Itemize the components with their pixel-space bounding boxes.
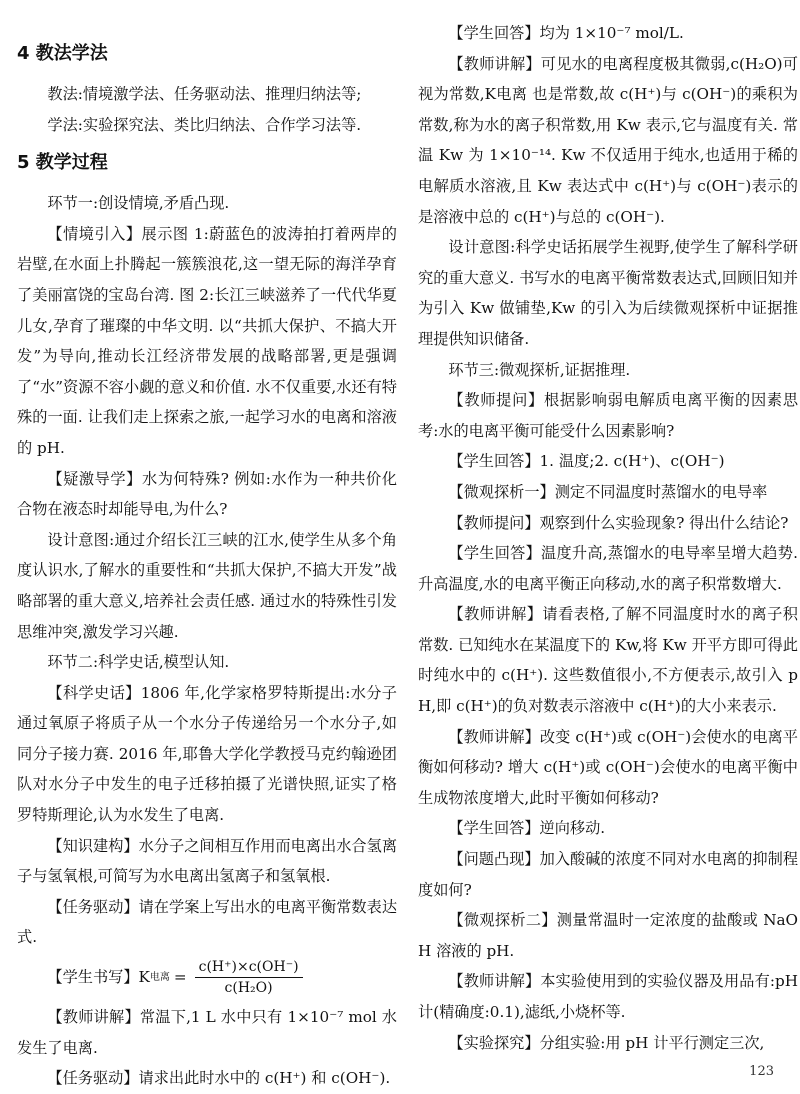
task-drive-paragraph-1: 【任务驱动】请在学案上写出水的电离平衡常数表达式. [17,897,397,947]
right-column [418,0,798,1058]
learning-method-paragraph: 学法:实验探究法、类比归纳法、合作学习法等. [47,115,362,134]
teaching-method-paragraph: 教法:情境激学法、任务驱动法、推理归纳法等; [47,85,362,103]
teacher-explain-paragraph-1: 【教师讲解】常温下,1 L 水中只有 1×10⁻⁷ mol 水发生了电离. [17,1008,397,1057]
formula-denominator: c(H₂O) [224,980,273,997]
task-drive-paragraph-2: 【任务驱动】请求出此时水中的 c(H⁺) 和 c(OH⁻). [47,1069,391,1088]
student-answer-paragraph-1: 【学生回答】均为 1×10⁻⁷ mol/L. [448,24,684,42]
formula-prefix: 【学生书写】K [47,968,150,987]
ionization-constant-formula [17,957,397,998]
stage-one-paragraph: 环节一:创设情境,矛盾凸现. [47,194,230,213]
design-intent-paragraph-2: 设计意图:科学史话拓展学生视野,使学生了解科学研究的重大意义. 书写水的电离平衡常数表达式,回顾旧知并为引入 Kw 做铺垫,Kw 的引入为后续微观探析中证据推理提供知识储备. [418,238,798,348]
section-5-title: 5 教学过程 [17,152,108,174]
science-history-paragraph: 【科学史话】1806 年,化学家格罗特斯提出:水分子通过氧原子将质子从一个水分子传递给另一个水分子,如同分子接力赛. 2016 年,耶鲁大学化学教授马克约翰逊团队对水分子中发生的电子迁移拍摄了光谱快照,证实了格罗特斯理论,认为水发生了电离. [17,683,397,825]
page-number: 123 [749,1064,774,1079]
teacher-question-paragraph-2: 【教师提问】观察到什么实验现象? 得出什么结论? [448,513,789,532]
student-answer-paragraph-2: 【学生回答】1. 温度;2. c(H⁺)、c(OH⁻) [448,452,725,471]
design-intent-paragraph-1: 设计意图:通过介绍长江三峡的江水,使学生从多个角度认识水,了解水的重要性和“共抓大保护,不搞大开发”战略部署的重大意义,培养社会责任感. 通过水的特殊性引发思维冲突,激发学习兴趣. [17,530,397,641]
question-guide-paragraph: 【疑激导学】水为何特殊? 例如:水作为一种共价化合物在液态时却能导电,为什么? [17,469,397,519]
formula-fraction [195,957,303,998]
knowledge-construction-paragraph: 【知识建构】水分子之间相互作用而电离出水合氢离子与氢氧根,可简写为水电离出氢离子和氢氧根. [17,836,397,886]
teacher-explain-paragraph-5: 【教师讲解】本实验使用到的实验仪器及用品有:pH 计(精确度:0.1),滤纸,小烧杯等. [418,972,798,1021]
micro-analysis-one-paragraph: 【微观探析一】测定不同温度时蒸馏水的电导率 [448,482,768,501]
teacher-explain-paragraph-4: 【教师讲解】改变 c(H⁺)或 c(OH⁻)会使水的电离平衡如何移动? 增大 c(H⁺)或 c(OH⁻)会使水的电离平衡中生成物浓度增大,此时平衡如何移动? [418,727,798,807]
student-answer-paragraph-4: 【学生回答】逆向移动. [448,819,606,838]
formula-numerator: c(H⁺)×c(OH⁻) [195,957,303,978]
problem-emerge-paragraph: 【问题凸现】加入酸碱的浓度不同对水电离的抑制程度如何? [418,850,798,899]
left-column [17,0,397,1094]
section-4-title: 4 教法学法 [17,43,108,64]
stage-three-paragraph: 环节三:微观探析,证据推理. [448,360,631,379]
student-answer-paragraph-3: 【学生回答】温度升高,蒸馏水的电导率呈增大趋势. 升高温度,水的电离平衡正向移动,水的离子积常数增大. [418,544,798,593]
micro-analysis-two-paragraph: 【微观探析二】测量常温时一定浓度的盐酸或 NaOH 溶液的 pH. [418,911,798,960]
formula-subscript: 电离 [149,971,170,983]
teacher-question-paragraph-1: 【教师提问】根据影响弱电解质电离平衡的因素思考:水的电离平衡可能受什么因素影响? [418,391,798,440]
stage-two-paragraph: 环节二:科学史话,模型认知. [47,653,230,672]
formula-equals: = [173,968,187,987]
teacher-explain-paragraph-2: 【教师讲解】可见水的电离程度极其微弱,c(H₂O)可视为常数,K电离 也是常数,故 c(H⁺)与 c(OH⁻)的乘积为常数,称为水的离子积常数,用 Kw 表示,它与温度有关. 常温 Kw 为 1×10⁻¹⁴. Kw 不仅适用于纯水,也适用于稀的电解质水溶液,且 Kw 表达式中 c(H⁺)与 c(OH⁻)表示的是溶液中总的 c(H⁺)与总的 c(OH⁻). [418,54,798,226]
experiment-inquiry-paragraph: 【实验探究】分组实验:用 pH 计平行测定三次, [448,1033,765,1052]
situation-intro-paragraph: 【情境引入】展示图 1:蔚蓝色的波涛拍打着两岸的岩壁,在水面上扑腾起一簇簇浪花,这一望无际的海洋孕育了美丽富饶的宝岛台湾. 图 2:长江三峡滋养了一代代华夏儿女,孕育了璀璨的中华文明. 以“共抓大保护、不搞大开发”为导向,推动长江经济带发展的战略部署,更是强调了“水”资源不容小觑的意义和价值. 水不仅重要,水还有特殊的一面. 让我们走上探索之旅,一起学习水的电离和溶液的 pH. [17,224,397,457]
teacher-explain-paragraph-3: 【教师讲解】请看表格,了解不同温度时水的离子积常数. 已知纯水在某温度下的 Kw,将 Kw 开平方即可得此时纯水中的 c(H⁺). 这些数值很小,不方便表示,故引入 pH,即 c(H⁺)的负对数表示溶液中 c(H⁺)的大小来表示. [418,605,798,716]
